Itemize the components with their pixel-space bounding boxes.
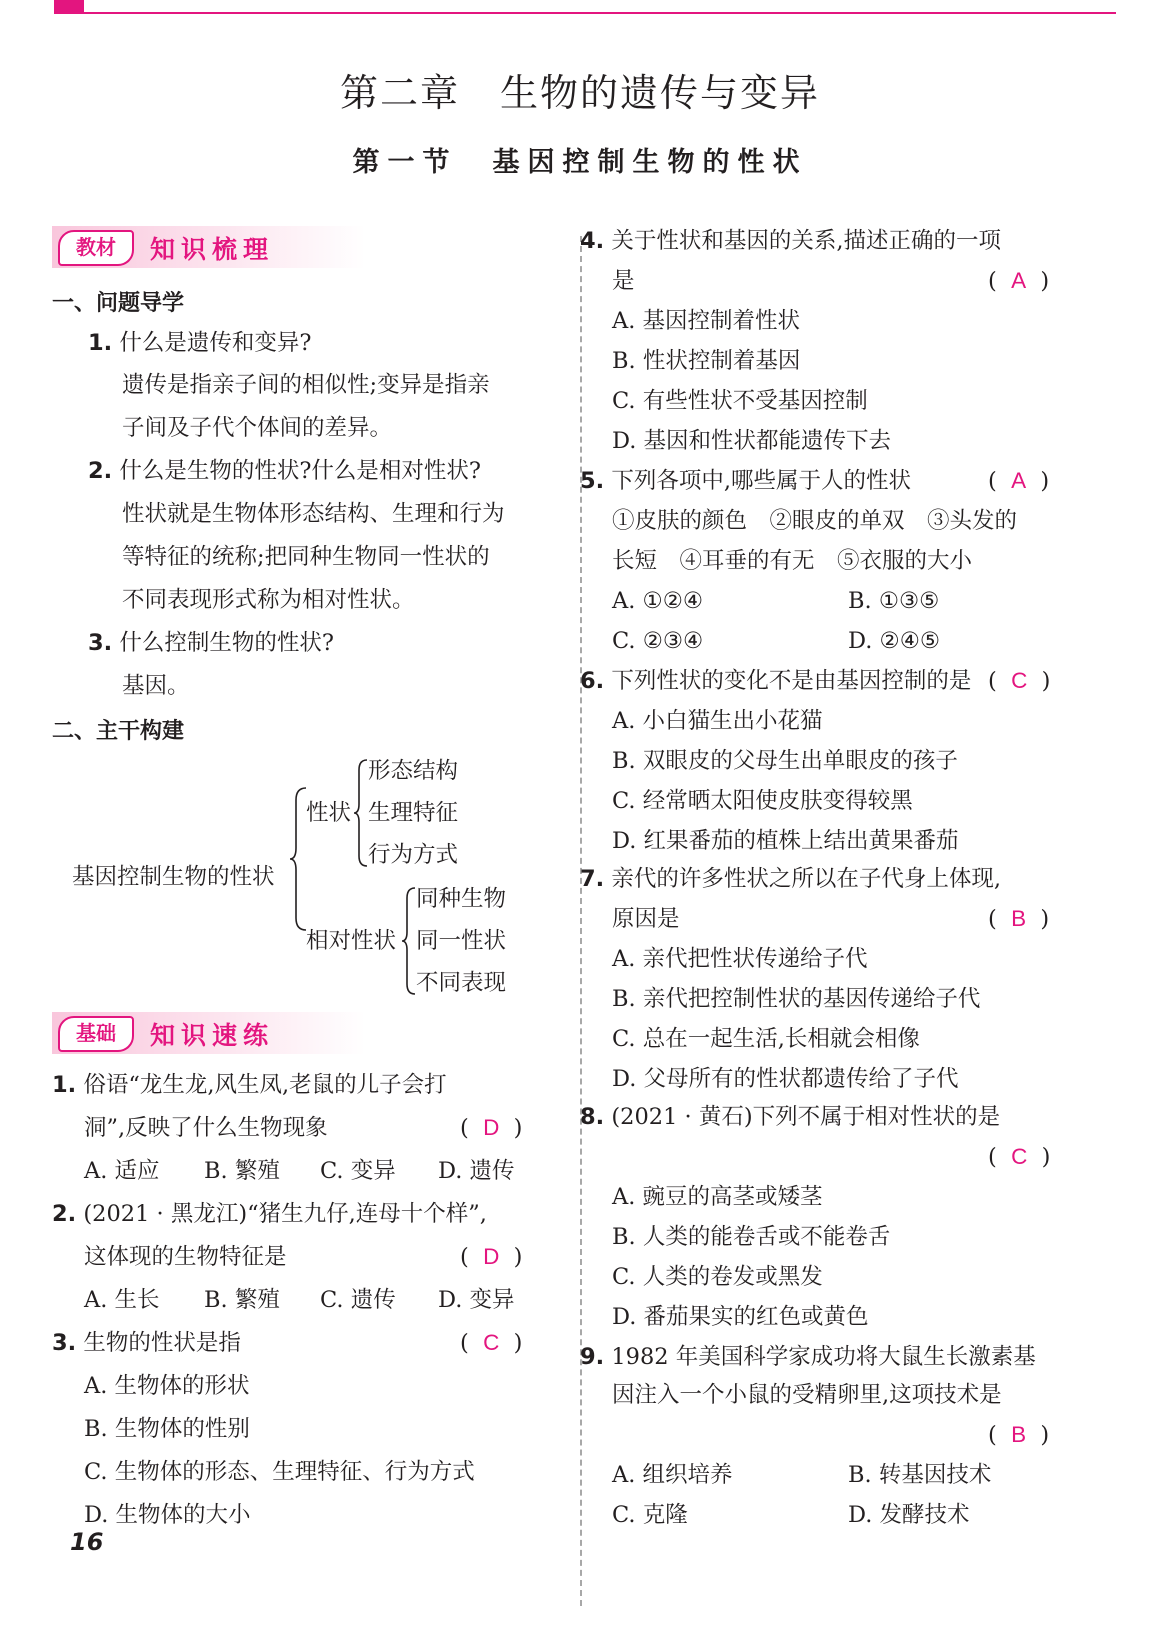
question-4-option-b: B. 性状控制着基因	[612, 348, 801, 374]
guide-answer-2-line-1: 性状就是生物体形态结构、生理和行为	[122, 501, 505, 527]
question-1-line-1: 1. 俗语“龙生龙,风生凤,老鼠的儿子会打	[52, 1072, 447, 1098]
part2-heading: 二、主干构建	[52, 719, 185, 744]
question-5-line-1: 5. 下列各项中,哪些属于人的性状	[580, 468, 912, 494]
question-7-option-d: D. 父母所有的性状都遗传给了子代	[612, 1066, 959, 1092]
question-4-option-d: D. 基因和性状都能遗传下去	[612, 428, 892, 454]
question-3-option-c: C. 生物体的形态、生理特征、行为方式	[84, 1459, 475, 1485]
question-4-option-a: A. 基因控制着性状	[612, 308, 801, 334]
page-number: 16	[70, 1528, 104, 1556]
question-8-option-c: C. 人类的卷发或黑发	[612, 1264, 823, 1290]
question-2-line-1: 2. (2021 · 黑龙江)“猪生九仔,连母十个样”,	[52, 1201, 487, 1227]
question-3-answer: ( C )	[460, 1330, 523, 1356]
concept-trait-item-1: 形态结构	[368, 758, 459, 784]
question-7-option-b: B. 亲代把控制性状的基因传递给子代	[612, 986, 981, 1012]
concept-root: 基因控制生物的性状	[72, 864, 275, 890]
question-4-answer: ( A )	[988, 268, 1050, 294]
question-7-option-a: A. 亲代把性状传递给子代	[612, 946, 868, 972]
question-2-option-a: A. 生长	[84, 1287, 160, 1313]
question-1-option-d: D. 遗传	[438, 1158, 515, 1184]
question-6-line-1: 6. 下列性状的变化不是由基因控制的是	[580, 668, 972, 694]
guide-answer-1-line-1: 遗传是指亲子间的相似性;变异是指亲	[122, 372, 490, 398]
question-3-option-d: D. 生物体的大小	[84, 1502, 251, 1528]
question-2-option-c: C. 遗传	[320, 1287, 396, 1313]
question-8-answer: ( C )	[988, 1144, 1051, 1170]
concept-relative-item-1: 同种生物	[416, 886, 507, 912]
guide-question-1: 1. 什么是遗传和变异?	[88, 330, 312, 356]
concept-relative-item-2: 同一性状	[416, 928, 507, 954]
guide-answer-3-line-1: 基因。	[122, 673, 190, 699]
question-8-option-b: B. 人类的能卷舌或不能卷舌	[612, 1224, 891, 1250]
question-3-option-a: A. 生物体的形状	[84, 1373, 250, 1399]
question-3-option-b: B. 生物体的性别	[84, 1416, 250, 1442]
concept-branch-traits: 性状	[306, 800, 352, 826]
question-2-option-b: B. 繁殖	[204, 1287, 280, 1313]
question-6-option-c: C. 经常晒太阳使皮肤变得较黑	[612, 788, 913, 814]
question-2-answer: ( D )	[460, 1244, 523, 1270]
question-8-line-1: 8. (2021 · 黄石)下列不属于相对性状的是	[580, 1104, 1001, 1130]
question-3-line-1: 3. 生物的性状是指	[52, 1330, 241, 1356]
concept-trait-item-3: 行为方式	[368, 842, 459, 868]
question-5-line-3: 长短 ④耳垂的有无 ⑤衣服的大小	[612, 548, 973, 574]
question-1-line-2: 洞”,反映了什么生物现象	[84, 1115, 328, 1141]
question-4-option-c: C. 有些性状不受基因控制	[612, 388, 868, 414]
question-5-option-d: D. ②④⑤	[848, 628, 941, 654]
question-7-line-1: 7. 亲代的许多性状之所以在子代身上体现,	[580, 866, 1002, 892]
part1-heading: 一、问题导学	[52, 291, 185, 316]
question-5-option-b: B. ①③⑤	[848, 588, 940, 614]
question-4-line-2: 是	[612, 268, 635, 294]
question-9-option-c: C. 克隆	[612, 1502, 688, 1528]
guide-answer-2-line-3: 不同表现形式称为相对性状。	[122, 587, 415, 613]
question-6-answer: ( C )	[988, 668, 1051, 694]
question-9-line-1: 9. 1982 年美国科学家成功将大鼠生长激素基	[580, 1344, 1036, 1370]
header-rule	[54, 0, 1116, 14]
guide-answer-2-line-2: 等特征的统称;把同种生物同一性状的	[122, 544, 490, 570]
question-6-option-a: A. 小白猫生出小花猫	[612, 708, 823, 734]
guide-question-3: 3. 什么控制生物的性状?	[88, 630, 334, 656]
question-6-option-b: B. 双眼皮的父母生出单眼皮的孩子	[612, 748, 958, 774]
guide-question-2: 2. 什么是生物的性状?什么是相对性状?	[88, 458, 481, 484]
badge-textbook: 教材	[58, 230, 134, 266]
question-4-line-1: 4. 关于性状和基因的关系,描述正确的一项	[580, 228, 1002, 254]
concept-relative-item-3: 不同表现	[416, 970, 507, 996]
question-5-line-2: ①皮肤的颜色 ②眼皮的单双 ③头发的	[612, 508, 1018, 534]
question-2-line-2: 这体现的生物特征是	[84, 1244, 287, 1270]
question-9-option-a: A. 组织培养	[612, 1462, 733, 1488]
chapter-title: 第二章 生物的遗传与变异	[339, 71, 820, 115]
question-1-option-a: A. 适应	[84, 1158, 160, 1184]
band-title-review: 知识梳理	[150, 235, 275, 264]
guide-answer-1-line-2: 子间及子代个体间的差异。	[122, 415, 393, 441]
question-5-answer: ( A )	[988, 468, 1050, 494]
question-1-option-c: C. 变异	[320, 1158, 396, 1184]
badge-basic: 基础	[58, 1016, 134, 1052]
question-8-option-a: A. 豌豆的高茎或矮茎	[612, 1184, 823, 1210]
question-1-option-b: B. 繁殖	[204, 1158, 280, 1184]
question-5-option-c: C. ②③④	[612, 628, 704, 654]
question-1-answer: ( D )	[460, 1115, 523, 1141]
band-title-practice: 知识速练	[150, 1021, 275, 1050]
question-7-option-c: C. 总在一起生活,长相就会相像	[612, 1026, 920, 1052]
concept-branch-relative-traits: 相对性状	[306, 928, 397, 954]
question-6-option-d: D. 红果番茄的植株上结出黄果番茄	[612, 828, 959, 854]
question-9-option-d: D. 发酵技术	[848, 1502, 970, 1528]
column-divider	[580, 236, 582, 1606]
section-band-basic	[52, 1012, 382, 1054]
section-title: 第一节 基因控制生物的性状	[352, 147, 808, 178]
question-2-option-d: D. 变异	[438, 1287, 515, 1313]
question-7-line-2: 原因是	[612, 906, 680, 932]
question-9-answer: ( B )	[988, 1422, 1050, 1448]
question-5-option-a: A. ①②④	[612, 588, 704, 614]
question-8-option-d: D. 番茄果实的红色或黄色	[612, 1304, 869, 1330]
question-7-answer: ( B )	[988, 906, 1050, 932]
section-band-textbook	[52, 226, 382, 268]
question-9-option-b: B. 转基因技术	[848, 1462, 992, 1488]
question-9-line-2: 因注入一个小鼠的受精卵里,这项技术是	[612, 1382, 1002, 1408]
concept-trait-item-2: 生理特征	[368, 800, 459, 826]
